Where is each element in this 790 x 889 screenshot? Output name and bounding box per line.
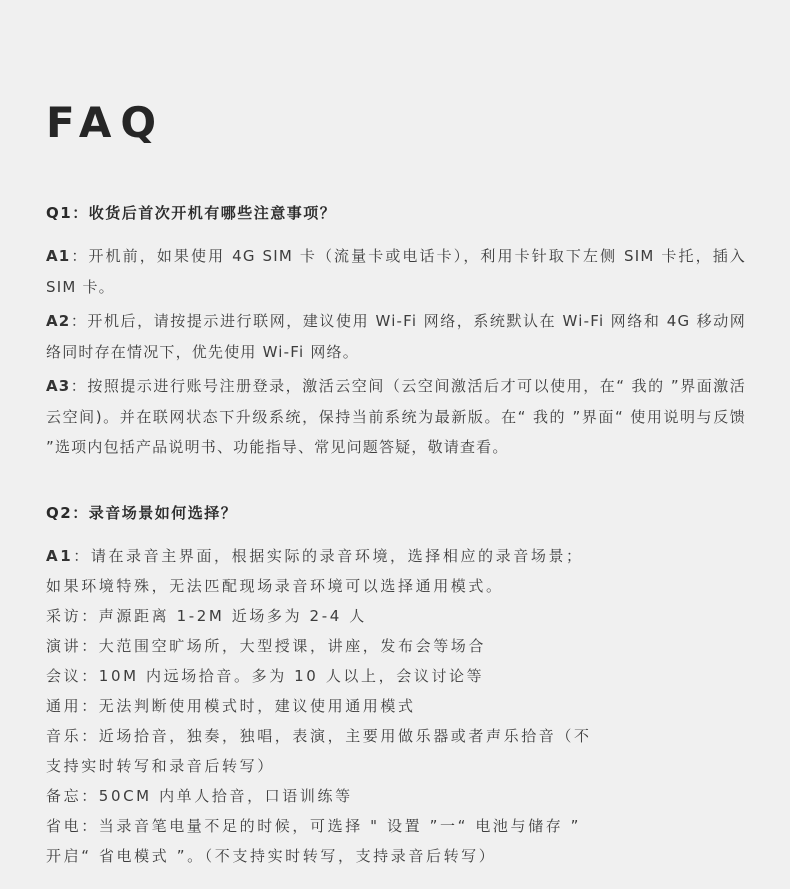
answer-line: [46, 751, 746, 781]
faq-item-q2: [46, 501, 746, 871]
answer-tag: A3: [46, 377, 71, 395]
answer-line: [46, 781, 746, 811]
answer-tag: A1: [46, 247, 71, 265]
answer-text: 省电：当录音笔电量不足的时候，可选择 " 设置 ”一“ 电池与储存 ”: [46, 817, 582, 835]
answer-line: [46, 721, 746, 751]
answer-text: 通用：无法判断使用模式时，建议使用通用模式: [46, 697, 416, 715]
answer-text: ：请在录音主界面，根据实际的录音环境，选择相应的录音场景；: [73, 547, 584, 565]
answer-text: ：按照提示进行账号注册登录，激活云空间（云空间激活后才可以使用，在“ 我的 ”界面激活云空间)。并在联网状态下升级系统，保持当前系统为最新版。在“ 我的 ”界面“ 使用说明与反馈 ”选项内包括产品说明书、功能指导、常见问题答疑，敬请查看。: [46, 377, 746, 456]
answer-a2: [46, 306, 746, 367]
answer-line: [46, 601, 746, 631]
answer-text: 如果环境特殊，无法匹配现场录音环境可以选择通用模式。: [46, 577, 504, 595]
answer-line: [46, 661, 746, 691]
answer-line: [46, 541, 746, 571]
answer-text: 音乐：近场拾音，独奏，独唱，表演，主要用做乐器或者声乐拾音（不: [46, 727, 592, 745]
answer-line: [46, 691, 746, 721]
answer-a3: [46, 371, 746, 463]
answer-line: [46, 571, 746, 601]
page-title: FAQ: [46, 98, 166, 147]
answer-line: [46, 841, 746, 871]
answer-text: 采访：声源距离 1-2M 近场多为 2-4 人: [46, 607, 367, 625]
answer-line: [46, 631, 746, 661]
answer-text: 演讲：大范围空旷场所，大型授课，讲座，发布会等场合: [46, 637, 487, 655]
answer-text: ：开机前，如果使用 4G SIM 卡（流量卡或电话卡），利用卡针取下左侧 SIM 卡托，插入 SIM 卡。: [46, 247, 746, 296]
faq-item-q1: [46, 201, 746, 467]
answer-line: [46, 811, 746, 841]
answer-text: 会议：10M 内远场拾音。多为 10 人以上，会议讨论等: [46, 667, 485, 685]
answer-text: 开启“ 省电模式 ”。（不支持实时转写，支持录音后转写）: [46, 847, 497, 865]
answer-a1: [46, 241, 746, 302]
answer-text: 备忘：50CM 内单人拾音，口语训练等: [46, 787, 353, 805]
question-q2: Q2：录音场景如何选择？: [46, 504, 238, 522]
answer-text: 支持实时转写和录音后转写）: [46, 757, 275, 775]
answer-tag: A1: [46, 547, 74, 565]
answer-tag: A2: [46, 312, 71, 330]
answer-text: ：开机后，请按提示进行联网，建议使用 Wi-Fi 网络，系统默认在 Wi-Fi 网络和 4G 移动网络同时存在情况下，优先使用 Wi-Fi 网络。: [46, 312, 746, 361]
answer-list: [46, 541, 746, 871]
question-q1: Q1：收货后首次开机有哪些注意事项？: [46, 204, 337, 222]
